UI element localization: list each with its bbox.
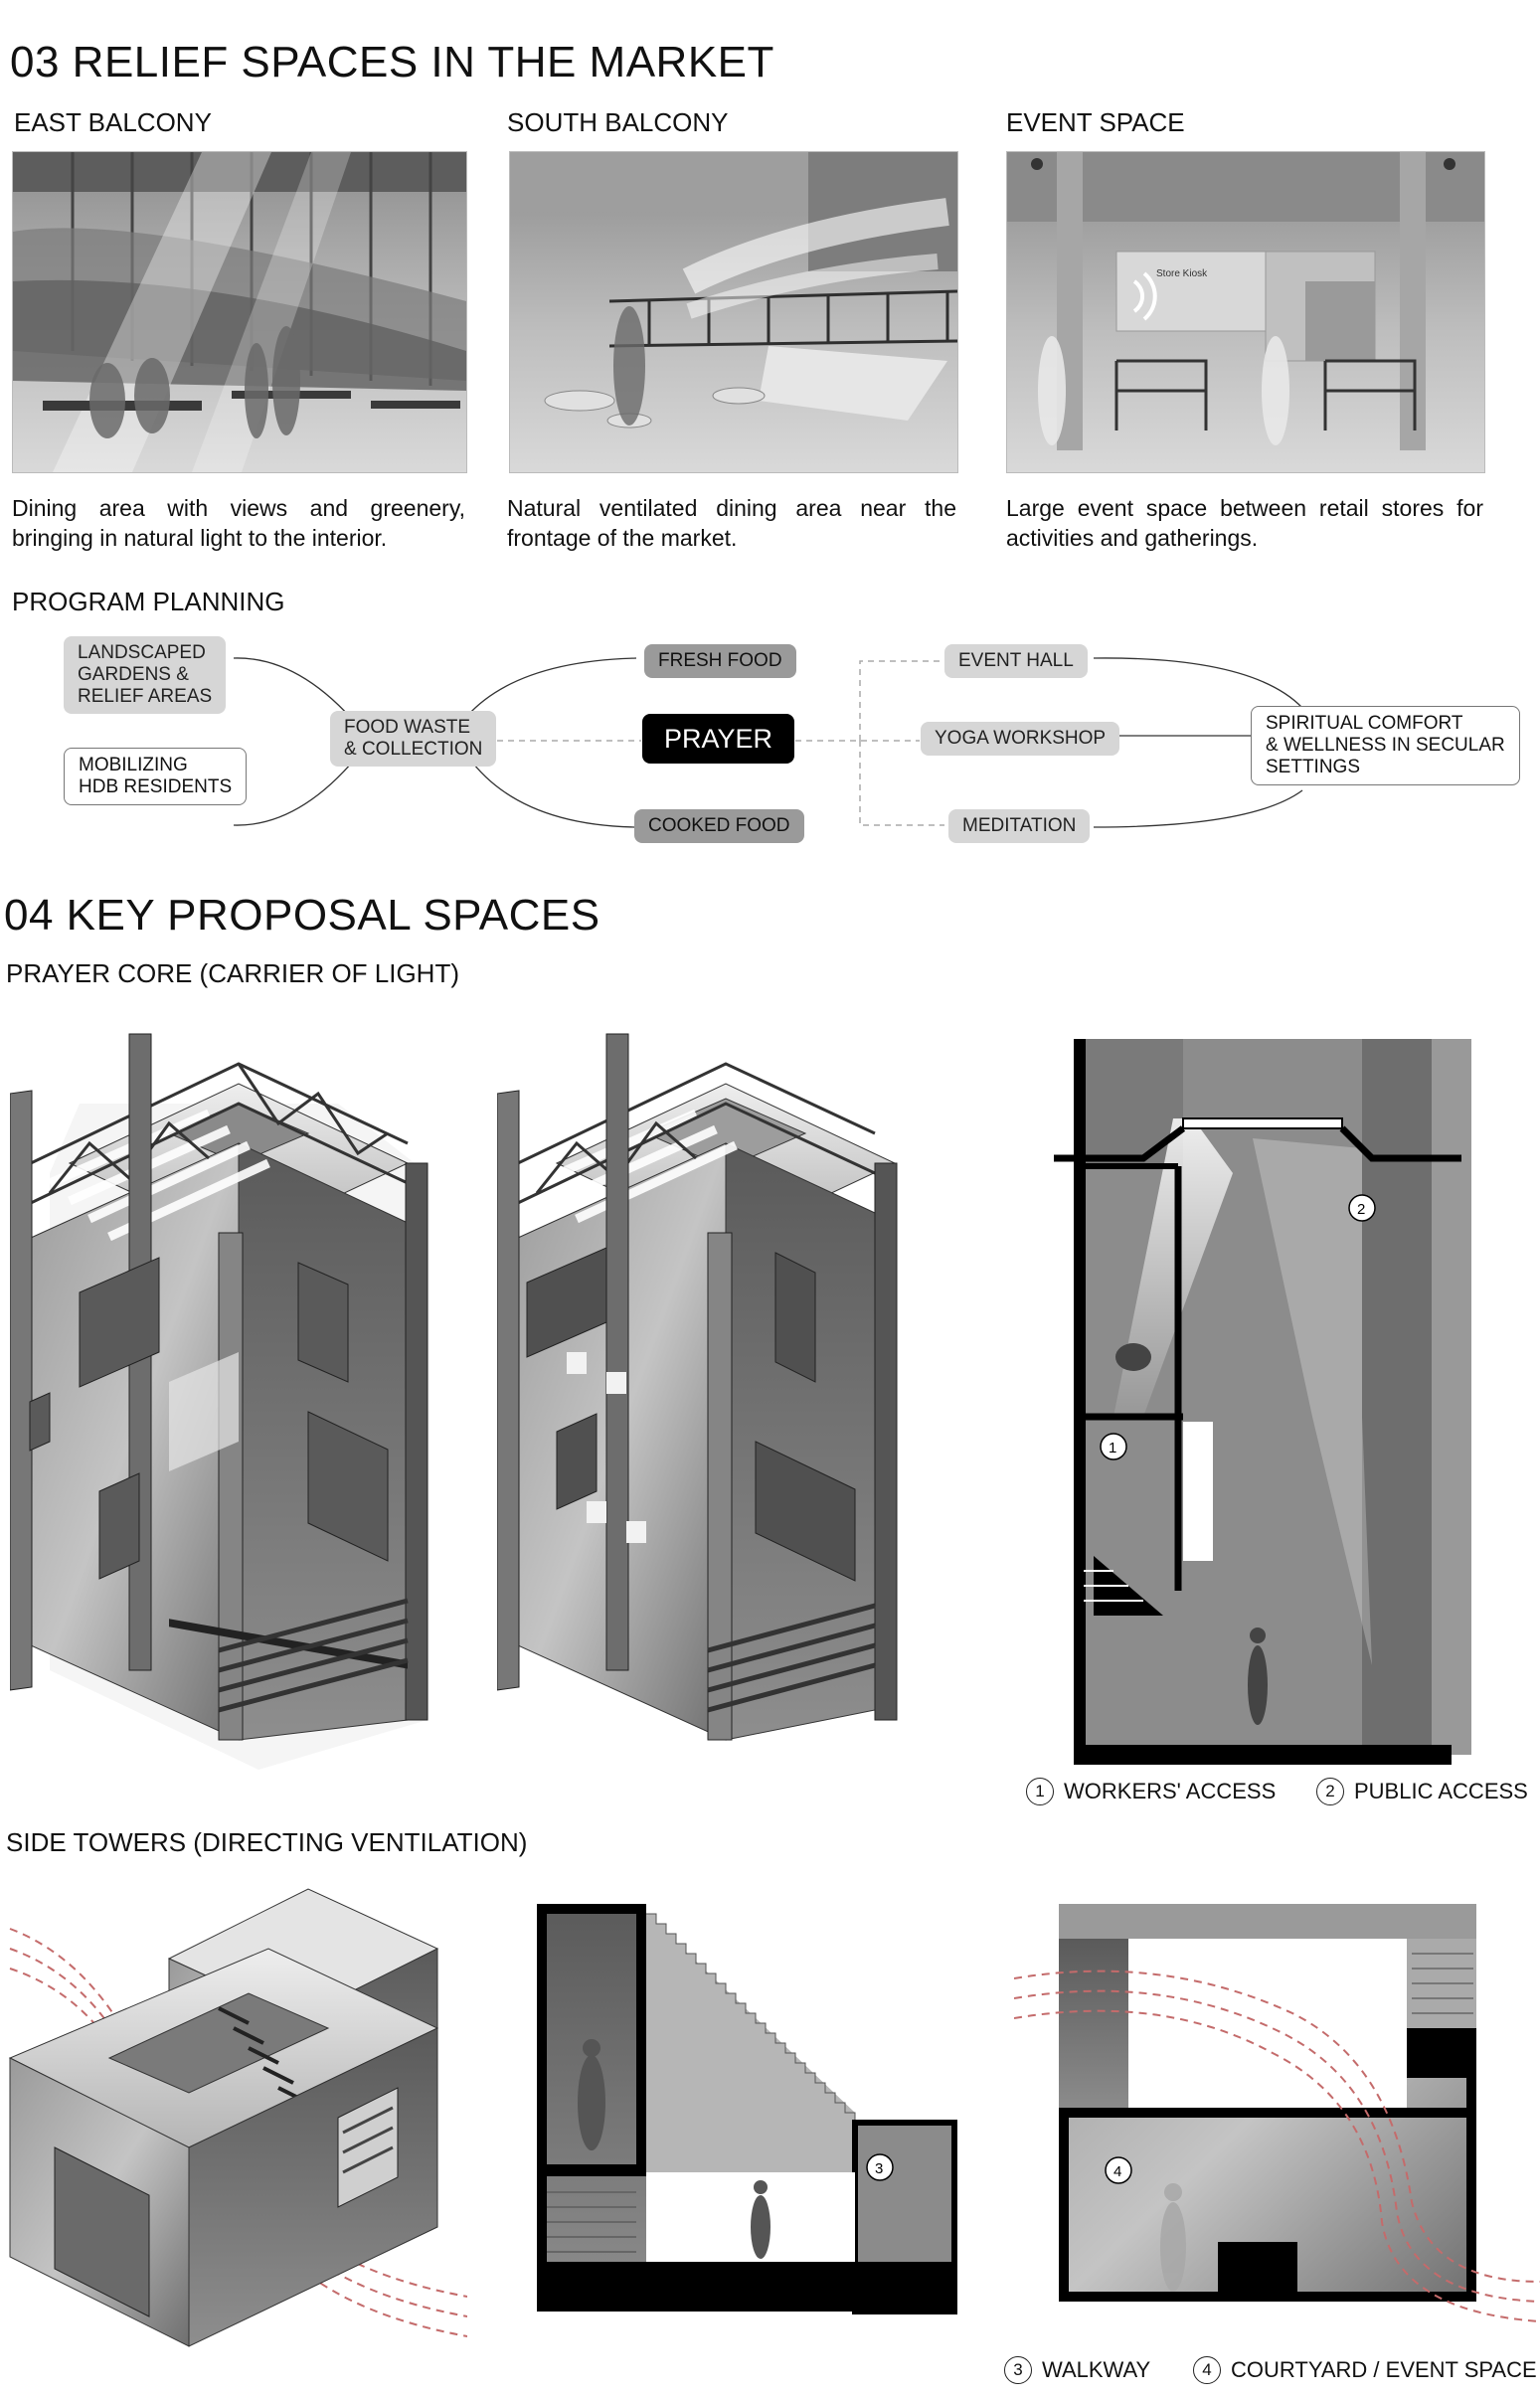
legend-workers-access [1026,1778,1276,1805]
east-balcony-photo [12,151,467,473]
side-towers-title: SIDE TOWERS (DIRECTING VENTILATION) [6,1827,528,1857]
legend-label: COURTYARD / EVENT SPACE [1231,2357,1537,2382]
svg-text:3: 3 [875,2160,884,2177]
legend-label: WALKWAY [1042,2357,1151,2382]
legend-number: 2 [1316,1778,1344,1805]
event-space-caption: Large event space between retail stores for activities and gatherings. [1006,495,1483,551]
node-spiritual-comfort: SPIRITUAL COMFORT & WELLNESS IN SECULAR SETTINGS [1251,706,1520,785]
east-balcony-caption: Dining area with views and greenery, bringing in natural light to the interior. [12,495,465,551]
south-balcony-caption: Natural ventilated dining area near the frontage of the market. [507,495,956,551]
node-mobilizing-residents: MOBILIZING HDB RESIDENTS [64,748,247,805]
node-landscaped-gardens: LANDSCAPED GARDENS & RELIEF AREAS [64,636,226,714]
side-tower-plan [1014,1904,1540,2331]
legend-label: PUBLIC ACCESS [1354,1779,1528,1803]
section-04-title: 04 KEY PROPOSAL SPACES [4,891,600,940]
svg-text:2: 2 [1357,1201,1366,1218]
node-prayer: PRAYER [642,714,794,764]
prayer-core-section [1054,1039,1471,1765]
legend-label: WORKERS' ACCESS [1064,1779,1277,1803]
node-cooked-food: COOKED FOOD [634,809,804,843]
node-yoga-workshop: YOGA WORKSHOP [921,722,1119,756]
node-event-hall: EVENT HALL [944,644,1088,678]
south-balcony-heading: SOUTH BALCONY [507,107,729,137]
legend-public-access [1316,1778,1528,1805]
side-tower-axon [0,1879,467,2386]
legend-courtyard [1193,2356,1537,2384]
svg-text:4: 4 [1113,2163,1122,2180]
side-tower-section [537,1904,964,2331]
node-food-waste: FOOD WASTE & COLLECTION [330,711,496,767]
svg-text:1: 1 [1109,1440,1117,1457]
node-meditation: MEDITATION [948,809,1090,843]
event-space-heading: EVENT SPACE [1006,107,1185,137]
program-planning-title: PROGRAM PLANNING [12,587,285,616]
prayer-core-axon-1 [10,1024,477,1780]
prayer-core-axon-2 [497,1024,935,1780]
legend-number: 4 [1193,2356,1221,2384]
east-balcony-heading: EAST BALCONY [14,107,212,137]
store-sign-text: Store Kiosk [1156,268,1208,279]
south-balcony-photo [509,151,958,473]
legend-walkway [1004,2356,1150,2384]
legend-number: 1 [1026,1778,1054,1805]
section-03-title: 03 RELIEF SPACES IN THE MARKET [10,38,774,86]
event-space-photo [1006,151,1485,473]
legend-number: 3 [1004,2356,1032,2384]
node-fresh-food: FRESH FOOD [644,644,796,678]
prayer-core-title: PRAYER CORE (CARRIER OF LIGHT) [6,958,460,988]
